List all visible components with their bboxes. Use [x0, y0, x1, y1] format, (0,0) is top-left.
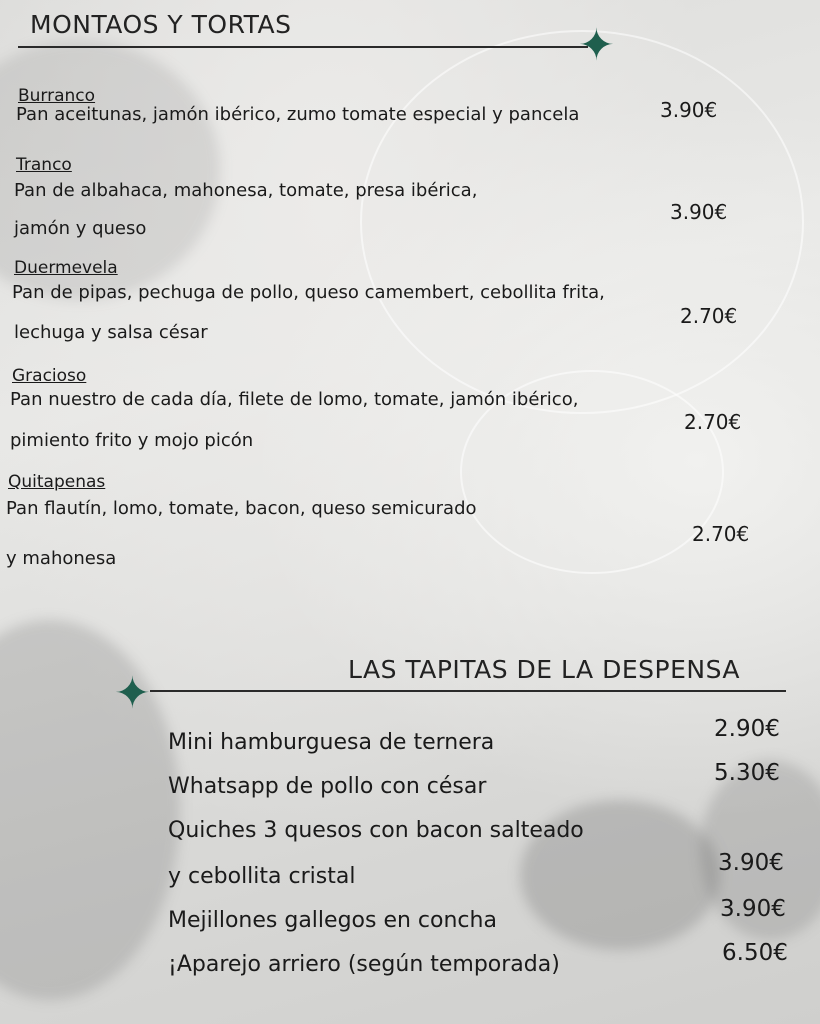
section-divider — [150, 690, 786, 692]
item-price: 3.90€ — [660, 98, 718, 122]
item-desc: Pan aceitunas, jamón ibérico, zumo tomate especial y pancela — [16, 104, 580, 125]
item-name-gracioso: Gracioso — [12, 366, 87, 386]
item-price: 2.70€ — [680, 304, 738, 328]
item-name-tranco: Tranco — [16, 155, 72, 175]
tapa-item: y cebollita cristal — [168, 864, 356, 889]
tapa-item: Mejillones gallegos en concha — [168, 908, 497, 933]
item-desc: Pan nuestro de cada día, filete de lomo, tomate, jamón ibérico, — [10, 389, 579, 410]
tapa-item: Quiches 3 quesos con bacon salteado — [168, 818, 584, 843]
tapa-price: 2.90€ — [714, 716, 780, 742]
four-point-star-icon: ✦ — [578, 20, 615, 71]
section-title-montaos: MONTAOS Y TORTAS — [30, 10, 292, 39]
item-price: 2.70€ — [684, 410, 742, 434]
item-desc: Pan de albahaca, mahonesa, tomate, presa ibérica, — [14, 180, 478, 201]
tapa-item: ¡Aparejo arriero (según temporada) — [168, 952, 560, 977]
tapa-price: 6.50€ — [722, 940, 788, 966]
item-desc: y mahonesa — [6, 548, 117, 569]
four-point-star-icon: ✦ — [114, 668, 151, 719]
tapa-price: 3.90€ — [720, 896, 786, 922]
tapa-item: Mini hamburguesa de ternera — [168, 730, 495, 755]
tapa-item: Whatsapp de pollo con césar — [168, 774, 487, 799]
tapa-price: 5.30€ — [714, 760, 780, 786]
item-price: 2.70€ — [692, 522, 750, 546]
item-price: 3.90€ — [670, 200, 728, 224]
section-divider — [18, 46, 588, 48]
item-desc: jamón y queso — [14, 218, 147, 239]
item-desc: lechuga y salsa césar — [14, 322, 208, 343]
section-title-tapitas: LAS TAPITAS DE LA DESPENSA — [348, 655, 741, 684]
item-name-burranco: Burranco — [18, 86, 96, 106]
item-desc: Pan flautín, lomo, tomate, bacon, queso semicurado — [6, 498, 477, 519]
item-desc: pimiento frito y mojo picón — [10, 430, 254, 451]
tapa-price: 3.90€ — [718, 850, 784, 876]
glass-reflection — [360, 30, 804, 414]
item-name-quitapenas: Quitapenas — [8, 472, 106, 492]
item-name-duermevela: Duermevela — [14, 258, 118, 278]
leaf-shadow — [0, 620, 180, 1000]
item-desc: Pan de pipas, pechuga de pollo, queso camembert, cebollita frita, — [12, 282, 605, 303]
